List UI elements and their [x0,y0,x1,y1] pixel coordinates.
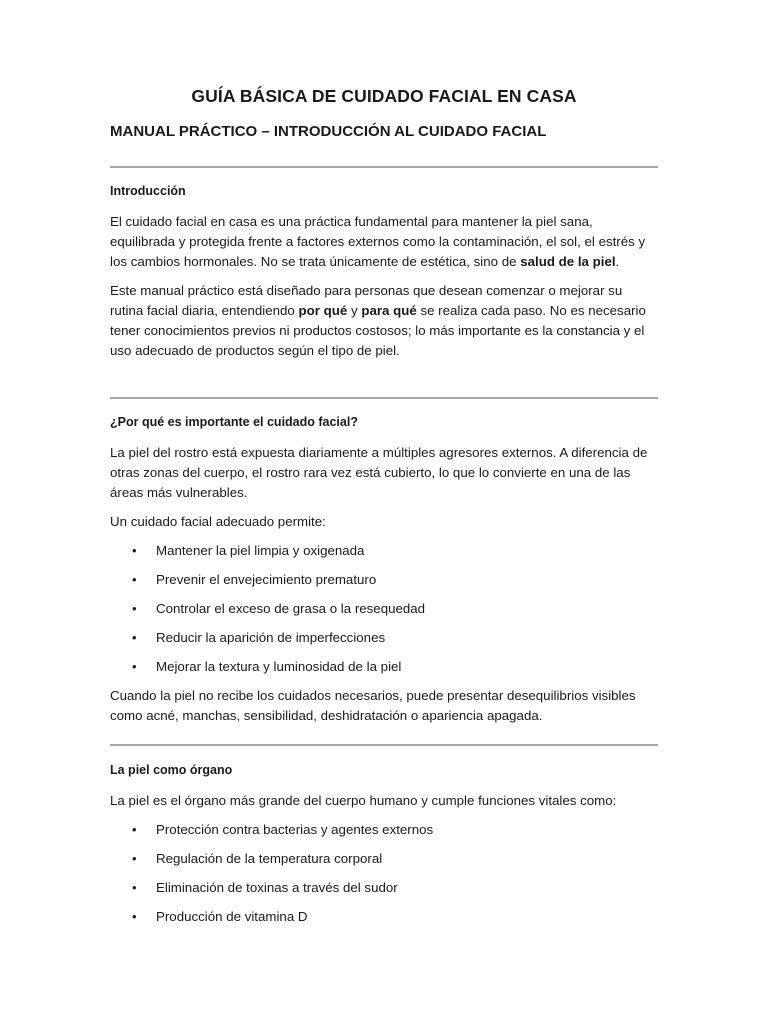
divider [110,744,658,746]
list-item: • Reducir la aparición de imperfecciones [110,628,658,648]
paragraph: Un cuidado facial adecuado permite: [110,514,326,529]
list-item: • Mejorar la textura y luminosidad de la piel [110,657,658,677]
bullet-icon: • [132,822,137,837]
list-item: • Regulación de la temperatura corporal [110,849,658,869]
bullet-icon: • [132,543,137,558]
document-subtitle: MANUAL PRÁCTICO – INTRODUCCIÓN AL CUIDADO FACIAL [110,123,547,140]
bullet-icon: • [132,659,137,674]
paragraph: El cuidado facial en casa es una práctica fundamental para mantener la piel sana, equilibrada y protegida frente a factores externos como la contaminación, el sol, el estrés y los cambios hormonales. No se trata únicamente de estética, sino de salud de la piel. [110,214,646,269]
bullet-icon: • [132,909,137,924]
paragraph: Este manual práctico está diseñado para personas que desean comenzar o mejorar su rutina facial diaria, entendiendo por qué y para qué se realiza cada paso. No es necesario tener conocimientos previos ni productos costosos; lo más importante es la constancia y el uso adecuado de productos según el tipo de piel. [110,283,646,358]
bullet-icon: • [132,601,137,616]
bullet-icon: • [132,851,137,866]
section-introduccion [110,182,658,370]
section-heading: ¿Por qué es importante el cuidado facial? [110,415,358,429]
paragraph: La piel del rostro está expuesta diariamente a múltiples agresores externos. A diferencia de otras zonas del cuerpo, el rostro rara vez está cubierto, lo que lo convierte en una de las áreas más vulnerables. [110,445,648,500]
section-heading: Introducción [110,184,186,198]
bullet-list [110,820,658,927]
document-title: GUÍA BÁSICA DE CUIDADO FACIAL EN CASA [191,86,577,106]
list-item: • Producción de vitamina D [110,907,658,927]
bullet-icon: • [132,880,137,895]
list-item: • Prevenir el envejecimiento prematuro [110,570,658,590]
divider [110,397,658,399]
divider [110,166,658,168]
bullet-list [110,541,658,677]
bullet-icon: • [132,572,137,587]
paragraph: Cuando la piel no recibe los cuidados necesarios, puede presentar desequilibrios visibles como acné, manchas, sensibilidad, deshidratación o apariencia apagada. [110,688,636,723]
list-item: • Mantener la piel limpia y oxigenada [110,541,658,561]
section-heading: La piel como órgano [110,763,233,777]
paragraph: La piel es el órgano más grande del cuerpo humano y cumple funciones vitales como: [110,793,617,808]
bullet-icon: • [132,630,137,645]
list-item: • Protección contra bacterias y agentes externos [110,820,658,840]
section-piel-organo [110,761,658,936]
section-importancia [110,413,658,735]
list-item: • Eliminación de toxinas a través del sudor [110,878,658,898]
list-item: • Controlar el exceso de grasa o la resequedad [110,599,658,619]
